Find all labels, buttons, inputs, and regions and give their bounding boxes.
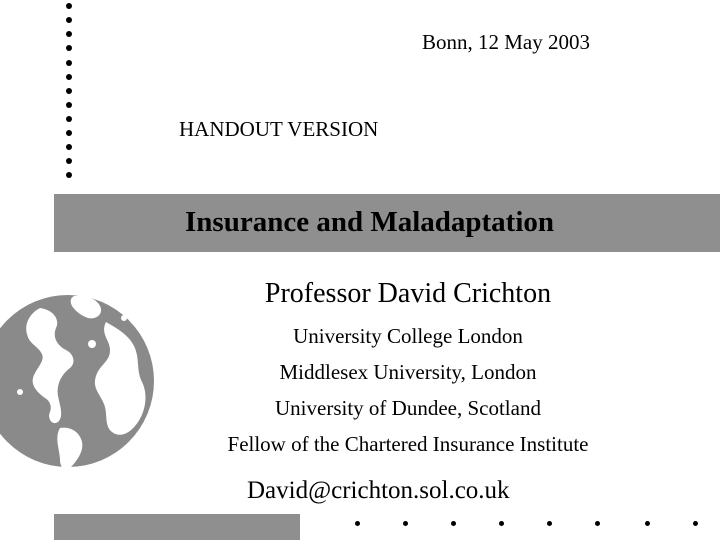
dot (355, 521, 360, 526)
affiliation-item: Fellow of the Chartered Insurance Institute (227, 432, 589, 456)
dot (66, 3, 72, 9)
version-label: HANDOUT VERSION (179, 117, 379, 141)
dot (66, 88, 72, 94)
dot (66, 130, 72, 136)
affiliation-item: University of Dundee, Scotland (275, 396, 541, 420)
dot (66, 60, 72, 66)
slide-title: Insurance and Maladaptation (185, 206, 555, 238)
slide-date: Bonn, 12 May 2003 (422, 30, 590, 54)
dot (66, 158, 72, 164)
dot (66, 102, 72, 108)
dot (693, 521, 698, 526)
dot (66, 31, 72, 37)
dot (66, 116, 72, 122)
affiliation-item: University College London (293, 324, 523, 348)
dot (66, 45, 72, 51)
dot (451, 521, 456, 526)
decorative-dots-vertical (66, 3, 74, 179)
dot (66, 172, 72, 178)
dot (66, 144, 72, 150)
affiliation-list (0, 318, 720, 462)
contact-email: David@crichton.sol.co.uk (247, 477, 510, 504)
dot (595, 521, 600, 526)
dot (66, 17, 72, 23)
dot (547, 521, 552, 526)
dot (645, 521, 650, 526)
affiliation-item: Middlesex University, London (279, 360, 537, 384)
presenter-name: Professor David Crichton (264, 278, 552, 309)
dot (499, 521, 504, 526)
decorative-dots-horizontal (355, 521, 705, 529)
bottom-bar (54, 514, 300, 540)
dot (66, 74, 72, 80)
dot (403, 521, 408, 526)
